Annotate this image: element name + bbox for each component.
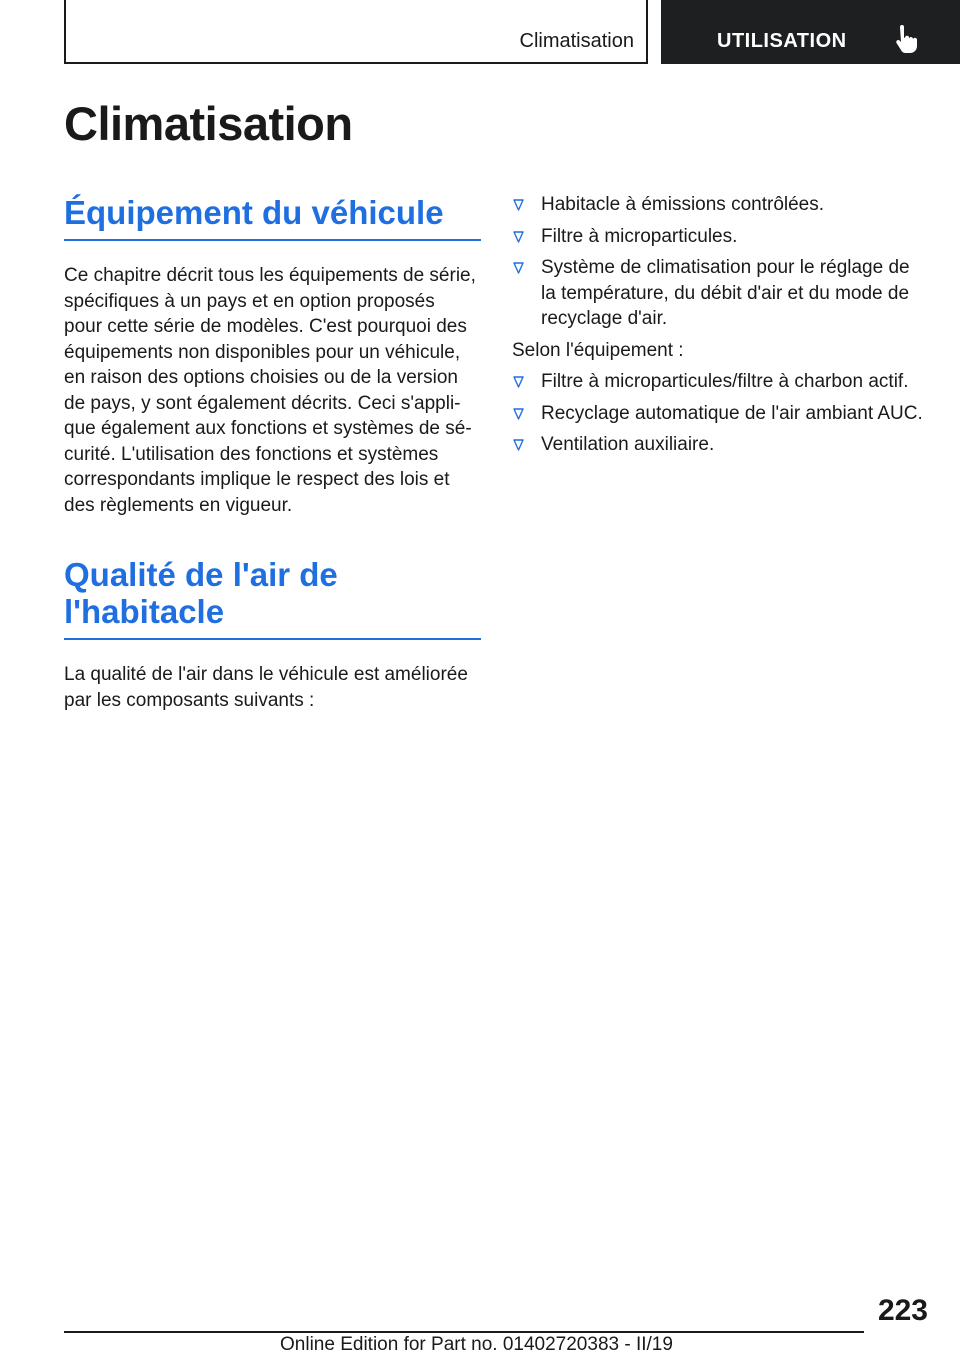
paragraph-line: pour cette série de modèles. C'est pourquoi des: [64, 316, 467, 337]
triangle-bullet-icon: [513, 262, 524, 274]
air-quality-paragraph: [64, 662, 481, 713]
list-item-text: Filtre à microparticules/filtre à charbon actif.: [541, 371, 909, 392]
footer-divider: [64, 1331, 864, 1333]
list-item: [512, 401, 932, 427]
paragraph-line: La qualité de l'air dans le véhicule est améliorée: [64, 664, 468, 685]
edition-note: Online Edition for Part no. 01402720383 - II/19: [280, 1334, 673, 1355]
list-item-text: la température, du débit d'air et du mode de: [541, 282, 910, 304]
list-item-text: Habitacle à émissions contrôlées.: [541, 194, 825, 215]
paragraph-line: correspondants implique le respect des lois et: [64, 469, 450, 490]
header-section-box: [64, 0, 648, 64]
according-to-equipment-label: Selon l'équipement :: [512, 339, 684, 361]
paragraph-line: des règlements en vigueur.: [64, 494, 293, 516]
paragraph-line: que également aux fonctions et systèmes de sé-: [64, 418, 472, 439]
right-column: [512, 192, 932, 464]
list-item-text: Système de climatisation pour le réglage de: [541, 257, 910, 278]
triangle-bullet-icon: [513, 439, 524, 451]
list-item-text: Ventilation auxiliaire.: [541, 434, 715, 455]
triangle-bullet-icon: [513, 231, 524, 243]
list-item: [512, 224, 932, 250]
header-chapter-label: UTILISATION: [717, 30, 847, 52]
triangle-bullet-icon: [513, 376, 524, 388]
header-chapter-tab: [661, 0, 960, 64]
triangle-bullet-icon: [513, 199, 524, 211]
triangle-bullet-icon: [513, 408, 524, 420]
list-item-text: Recyclage automatique de l'air ambiant AUC.: [541, 402, 923, 424]
list-item-text: Filtre à microparticules.: [541, 225, 738, 247]
section-heading-equipment: Équipement du véhicule: [64, 194, 481, 241]
list-item: [512, 369, 932, 395]
optional-equipment-list: [512, 369, 932, 458]
list-item-text: recyclage d'air.: [541, 308, 668, 329]
header-section-title: Climatisation: [519, 30, 634, 52]
page-title: Climatisation: [64, 97, 353, 150]
paragraph-line: curité. L'utilisation des fonctions et systèmes: [64, 443, 439, 465]
left-column: [64, 192, 481, 713]
page-number: 223: [877, 1294, 928, 1327]
paragraph-line: Ce chapitre décrit tous les équipements de série,: [64, 265, 476, 286]
list-item: [512, 255, 932, 332]
paragraph-line: de pays, y sont également décrits. Ceci s'appli-: [64, 392, 461, 414]
pointing-hand-icon: [893, 25, 919, 55]
paragraph-line: en raison des options choisies ou de la version: [64, 367, 458, 388]
components-list: [512, 192, 932, 332]
paragraph-line: par les composants suivants :: [64, 689, 315, 711]
heading-line: Qualité de l'air de: [64, 556, 338, 593]
paragraph-line: équipements non disponibles pour un véhicule,: [64, 341, 461, 363]
section-heading-air-quality: [64, 556, 481, 640]
equipment-paragraph: [64, 263, 481, 518]
heading-line: l'habitacle: [64, 593, 225, 630]
list-item: [512, 432, 932, 458]
list-item: [512, 192, 932, 218]
paragraph-line: spécifiques à un pays et en option proposés: [64, 290, 435, 312]
